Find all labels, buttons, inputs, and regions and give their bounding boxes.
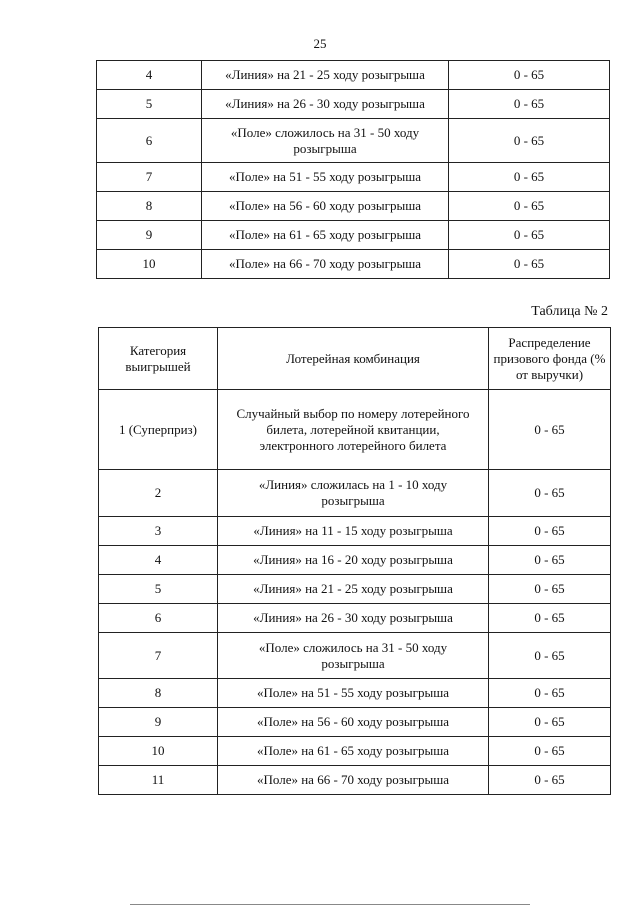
prize-table-continued-body: [97, 61, 610, 279]
cell-category: 6: [97, 119, 202, 163]
prize-table-2: [98, 327, 611, 795]
cell-distribution: 0 - 65: [489, 470, 611, 517]
cell-combination: «Поле» на 56 - 60 ходу розыгрыша: [218, 708, 489, 737]
cell-category: 3: [99, 517, 218, 546]
table-row: [97, 250, 610, 279]
cell-combination: «Линия» на 26 - 30 ходу розыгрыша: [202, 90, 449, 119]
prize-table-2-body: [99, 390, 611, 795]
table-row: [97, 192, 610, 221]
table-row: [99, 708, 611, 737]
cell-category: 8: [99, 679, 218, 708]
cell-category: 8: [97, 192, 202, 221]
cell-distribution: 0 - 65: [449, 221, 610, 250]
cell-distribution: 0 - 65: [449, 192, 610, 221]
cell-combination: «Линия» на 21 - 25 ходу розыгрыша: [218, 575, 489, 604]
header-category: Категория выигрышей: [99, 328, 218, 390]
table-row: [97, 119, 610, 163]
cell-distribution: 0 - 65: [449, 119, 610, 163]
cell-category: 2: [99, 470, 218, 517]
table-row: [99, 766, 611, 795]
page-number: 25: [313, 36, 327, 51]
cell-combination: «Поле» на 51 - 55 ходу розыгрыша: [202, 163, 449, 192]
cell-distribution: 0 - 65: [489, 766, 611, 795]
cell-combination: «Поле» на 61 - 65 ходу розыгрыша: [218, 737, 489, 766]
header-distribution: Распределение призового фонда (% от выручки): [489, 328, 611, 390]
cell-distribution: 0 - 65: [489, 633, 611, 679]
cell-distribution: 0 - 65: [489, 708, 611, 737]
table-row: [97, 163, 610, 192]
cell-category: 9: [99, 708, 218, 737]
cell-distribution: 0 - 65: [489, 546, 611, 575]
cell-combination: Случайный выбор по номеру лотерейного билета, лотерейной квитанции, электронного лотерейного билета: [218, 390, 489, 470]
cell-combination: «Линия» на 16 - 20 ходу розыгрыша: [218, 546, 489, 575]
table-row: [99, 470, 611, 517]
cell-combination: «Линия» на 21 - 25 ходу розыгрыша: [202, 61, 449, 90]
cell-combination: «Поле» на 66 - 70 ходу розыгрыша: [202, 250, 449, 279]
cell-category: 5: [97, 90, 202, 119]
cell-category: 4: [97, 61, 202, 90]
cell-category: 7: [99, 633, 218, 679]
cell-distribution: 0 - 65: [489, 517, 611, 546]
table-row: [99, 575, 611, 604]
cell-distribution: 0 - 65: [449, 163, 610, 192]
table-row: [99, 546, 611, 575]
cell-combination: «Линия» на 26 - 30 ходу розыгрыша: [218, 604, 489, 633]
cell-combination: «Линия» сложилась на 1 - 10 ходу розыгрыша: [218, 470, 489, 517]
table-row: [97, 221, 610, 250]
prize-table-continued: [96, 60, 610, 279]
cell-category: 1 (Суперприз): [99, 390, 218, 470]
cell-combination: «Поле» сложилось на 31 - 50 ходу розыгрыша: [202, 119, 449, 163]
header-combination: Лотерейная комбинация: [218, 328, 489, 390]
cell-combination: «Поле» на 56 - 60 ходу розыгрыша: [202, 192, 449, 221]
cell-category: 10: [97, 250, 202, 279]
table-row: [99, 390, 611, 470]
cell-combination: «Поле» на 51 - 55 ходу розыгрыша: [218, 679, 489, 708]
table-row: [99, 679, 611, 708]
cell-category: 6: [99, 604, 218, 633]
cell-category: 5: [99, 575, 218, 604]
cell-distribution: 0 - 65: [489, 737, 611, 766]
table-row: [97, 61, 610, 90]
cell-category: 9: [97, 221, 202, 250]
cell-combination: «Линия» на 11 - 15 ходу розыгрыша: [218, 517, 489, 546]
table-header-row: [99, 328, 611, 390]
cell-distribution: 0 - 65: [489, 390, 611, 470]
cell-combination: «Поле» на 61 - 65 ходу розыгрыша: [202, 221, 449, 250]
table-row: [99, 633, 611, 679]
cell-category: 11: [99, 766, 218, 795]
table-row: [99, 517, 611, 546]
cell-distribution: 0 - 65: [449, 90, 610, 119]
cell-distribution: 0 - 65: [489, 679, 611, 708]
table-row: [99, 604, 611, 633]
table-row: [99, 737, 611, 766]
cell-distribution: 0 - 65: [489, 604, 611, 633]
cell-distribution: 0 - 65: [449, 61, 610, 90]
cell-combination: «Поле» сложилось на 31 - 50 ходу розыгрыша: [218, 633, 489, 679]
cell-distribution: 0 - 65: [489, 575, 611, 604]
table-caption: Таблица № 2: [531, 304, 608, 319]
table-row: [97, 90, 610, 119]
cell-distribution: 0 - 65: [449, 250, 610, 279]
cell-combination: «Поле» на 66 - 70 ходу розыгрыша: [218, 766, 489, 795]
cell-category: 4: [99, 546, 218, 575]
cell-category: 7: [97, 163, 202, 192]
cell-category: 10: [99, 737, 218, 766]
